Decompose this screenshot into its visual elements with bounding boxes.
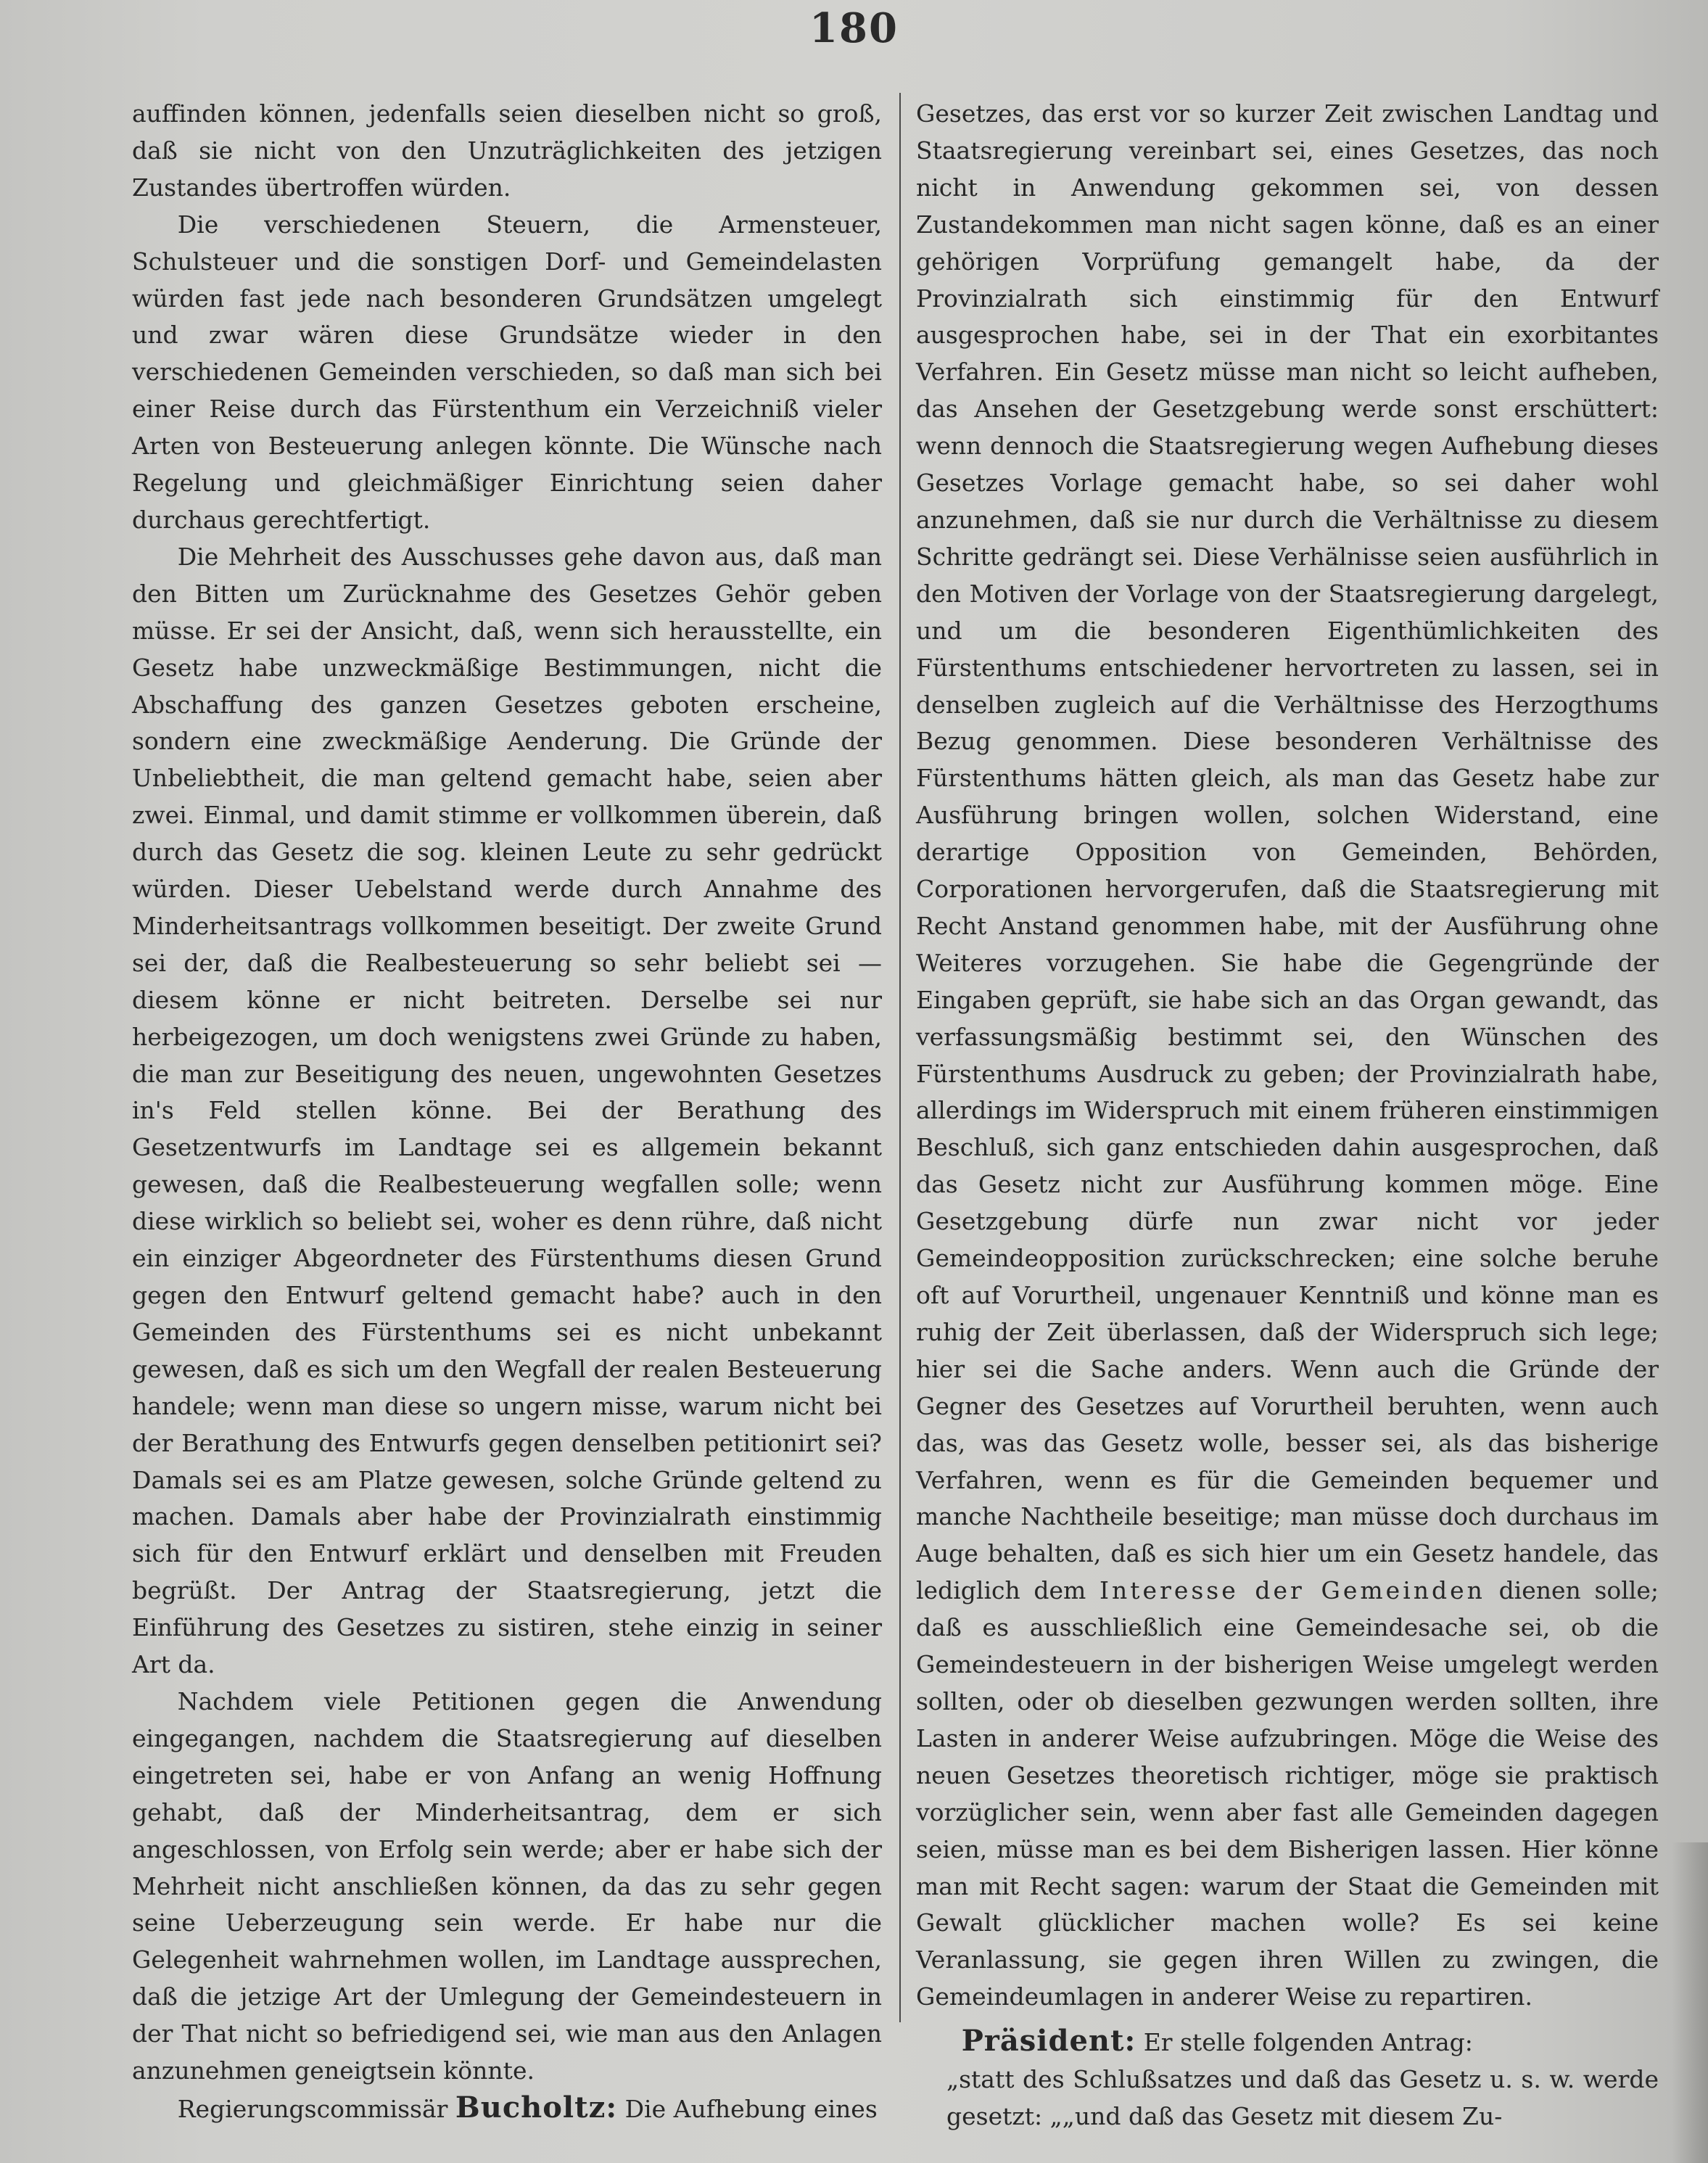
- page-number: 180: [809, 4, 899, 52]
- speech-text: Die Aufhebung eines: [624, 2094, 878, 2123]
- motion-quote: „statt des Schlußsatzes und daß das Gesetz u. s. w. werde gesetzt: „„und daß das Gesetz mit diesem Zu-: [946, 2065, 1659, 2130]
- left-column: [132, 96, 882, 2128]
- speech-text: Er stelle folgenden Antrag:: [1143, 2028, 1473, 2057]
- speaker-paragraph: [916, 2023, 1659, 2061]
- column-divider: [899, 93, 901, 2022]
- right-column: [916, 96, 1659, 2135]
- paragraph: [916, 96, 1659, 2016]
- paragraph-text: dienen solle; daß es ausschließlich eine Gemeindesache sei, ob die Gemeindesteuern in der bisherigen Weise umgelegt werden sollten, oder ob dieselben gezwungen werden sollten, ihre Lasten in anderer Weise aufzubringen. Möge die Weise des neuen Gesetzes theoretisch richtiger, möge sie praktisch vorzüglicher sein, wenn aber fast alle Gemeinden dagegen seien, müsse man es bei dem Bisherigen lassen. Hier könne man mit Recht sagen: warum der Staat die Gemeinden mit Gewalt glücklicher machen wolle? Es sei keine Veranlassung, sie gegen ihren Willen zu zwingen, die Gemeindeumlagen in anderer Weise zu repartiren.: [916, 1576, 1659, 2011]
- paragraph: Die Mehrheit des Ausschusses gehe davon aus, daß man den Bitten um Zurücknahme des Gesetzes Gehör geben müsse. Er sei der Ansicht, daß, wenn sich herausstellte, ein Gesetz habe unzweckmäßige Bestimmungen, nicht die Abschaffung des ganzen Gesetzes geboten erscheine, sondern eine zweckmäßige Aenderung. Die Gründe der Unbeliebtheit, die man geltend gemacht habe, seien aber zwei. Einmal, und damit stimme er vollkommen überein, daß durch das Gesetz die sog. kleinen Leute zu sehr gedrückt würden. Dieser Uebelstand werde durch Annahme des Minderheitsantrags vollkommen beseitigt. Der zweite Grund sei der, daß die Realbesteuerung so sehr beliebt sei — diesem könne er nicht beitreten. Derselbe sei nur herbeigezogen, um doch wenigstens zwei Gründe zu haben, die man zur Beseitigung des neuen, ungewohnten Gesetzes in's Feld stellen könne. Bei der Berathung des Gesetzentwurfs im Landtage sei es allgemein bekannt gewesen, daß die Realbesteuerung wegfallen solle; wenn diese wirklich so beliebt sei, woher es denn rühre, daß nicht ein einziger Abgeordneter des Fürstenthums diesen Grund gegen den Entwurf geltend gemacht habe? auch in den Gemeinden des Fürstenthums sei es nicht unbekannt gewesen, daß es sich um den Wegfall der realen Besteuerung handele; wenn man diese so ungern misse, warum nicht bei der Berathung des Entwurfs gegen denselben petitionirt sei? Damals sei es am Platze gewesen, solche Gründe geltend zu machen. Damals aber habe der Provinzialrath einstimmig sich für den Entwurf erklärt und denselben mit Freuden begrüßt. Der Antrag der Staatsregierung, jetzt die Einführung des Gesetzes zu sistiren, stehe einzig in seiner Art da.: [132, 542, 882, 1679]
- speaker-name: Bucholtz:: [455, 2090, 618, 2125]
- paragraph: Die verschiedenen Steuern, die Armensteuer, Schulsteuer und die sonstigen Dorf- und Gemeindelasten würden fast jede nach besonderen Grundsätzen umgelegt und zwar wären diese Grundsätze wieder in den verschiedenen Gemeinden verschieden, so daß man sich bei einer Reise durch das Fürstenthum ein Verzeichniß vieler Arten von Besteuerung anlegen könnte. Die Wünsche nach Regelung und gleichmäßiger Einrichtung seien daher durchaus gerechtfertigt.: [132, 210, 882, 534]
- speaker-role: Regierungscommissär: [177, 2094, 448, 2123]
- speaker-paragraph: [132, 2090, 882, 2128]
- paragraph-text: Gesetzes, das erst vor so kurzer Zeit zwischen Landtag und Staatsregierung vereinbart sei, eines Gesetzes, das noch nicht in Anwendung gekommen sei, von dessen Zustandekommen man nicht sagen könne, daß es an einer gehörigen Vorprüfung gemangelt habe, da der Provinzialrath sich einstimmig für den Entwurf ausgesprochen habe, sei in der That ein exorbitantes Verfahren. Ein Gesetz müsse man nicht so leicht aufheben, das Ansehen der Gesetzgebung werde sonst erschüttert: wenn dennoch die Staatsregierung wegen Aufhebung dieses Gesetzes Vorlage gemacht habe, so sei daher wohl anzunehmen, daß sie nur durch die Verhältnisse zu diesem Schritte gedrängt sei. Diese Verhälnisse seien ausführlich in den Motiven der Vorlage von der Staatsregierung dargelegt, und um die besonderen Eigenthümlichkeiten des Fürstenthums entschiedener hervortreten zu lassen, sei in denselben zugleich auf die Verhältnisse des Herzogthums Bezug genommen. Diese besonderen Verhältnisse des Fürstenthums hätten gleich, als man das Gesetz habe zur Ausführung bringen wollen, solchen Widerstand, eine derartige Opposition von Gemeinden, Behörden, Corporationen hervorgerufen, daß die Staatsregierung mit Recht Anstand genommen habe, mit der Ausführung ohne Weiteres vorzugehen. Sie habe die Gegengründe der Eingaben geprüft, sie habe sich an das Organ gewandt, das verfassungsmäßig bestimmt sei, den Wünschen des Fürstenthums Ausdruck zu geben; der Provinzialrath habe, allerdings im Widerspruch mit einem früheren einstimmigen Beschluß, sich ganz entschieden dahin ausgesprochen, daß das Gesetz nicht zur Ausführung kommen möge. Eine Gesetzgebung dürfe nun zwar nicht vor jeder Gemeindeopposition zurückschrecken; eine solche beruhe oft auf Vorurtheil, ungenauer Kenntniß und könne man es ruhig der Zeit überlassen, daß der Widerspruch sich lege; hier sei die Sache anders. Wenn auch die Gründe der Gegner des Gesetzes auf Vorurtheil beruhten, wenn auch das, was das Gesetz wolle, besser sei, als das bisherige Verfahren, wenn es für die Gemeinden bequemer und manche Nachtheile beseitige; man müsse doch durchaus im Auge behalten, daß es sich hier um ein Gesetz handele, das lediglich dem: [916, 99, 1659, 1605]
- paragraph: auffinden können, jedenfalls seien dieselben nicht so groß, daß sie nicht von den Unzuträglichkeiten des jetzigen Zustandes übertroffen würden.: [132, 99, 882, 202]
- emphasized-text: Interesse der Gemeinden: [1099, 1576, 1485, 1605]
- paragraph: Nachdem viele Petitionen gegen die Anwendung eingegangen, nachdem die Staatsregierung auf dieselben eingetreten sei, habe er von Anfang an wenig Hoffnung gehabt, daß der Minderheitsantrag, dem er sich angeschlossen, von Erfolg sein werde; aber er habe sich der Mehrheit nicht anschließen können, da das zu sehr gegen seine Ueberzeugung sein werde. Er habe nur die Gelegenheit wahrnehmen wollen, im Landtage aussprechen, daß die jetzige Art der Umlegung der Gemeindesteuern in der That nicht so befriedigend sei, wie man aus den Anlagen anzunehmen geneigtsein könnte.: [132, 1686, 882, 2085]
- speaker-name: Präsident:: [961, 2024, 1136, 2059]
- binding-shadow: [1672, 1842, 1708, 2163]
